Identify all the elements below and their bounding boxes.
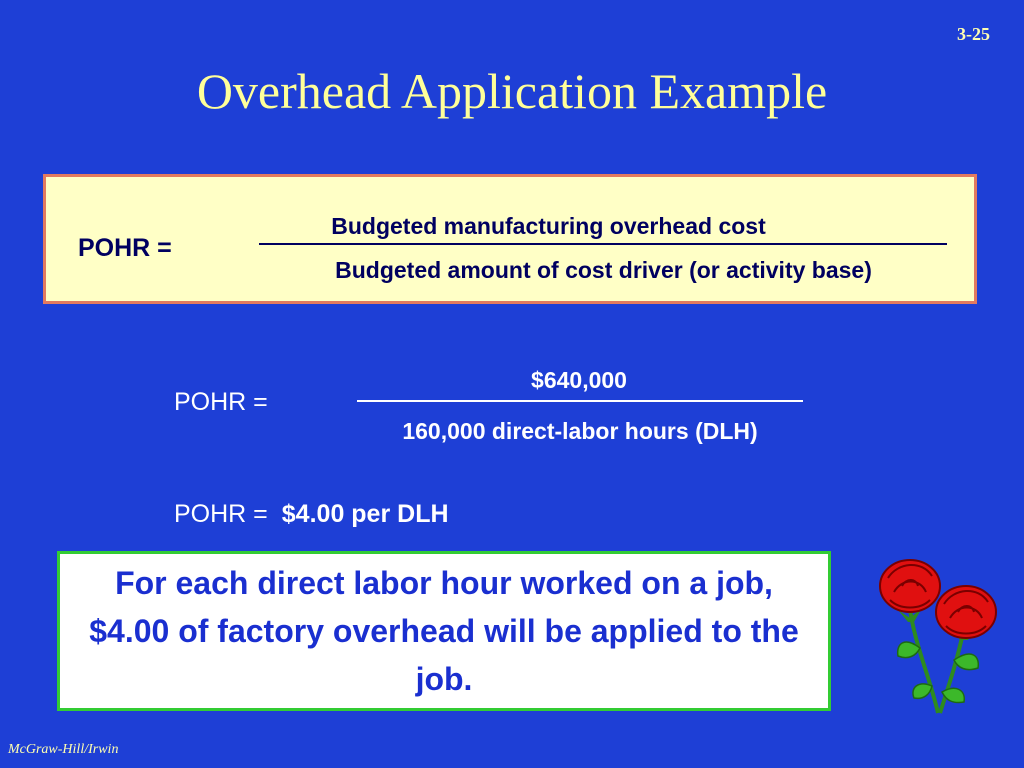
slide-number: 3-25 (957, 24, 990, 44)
result-line (174, 500, 449, 529)
result-lhs: POHR = (174, 500, 268, 528)
slide-title: Overhead Application Example (196, 63, 828, 119)
calculation-fraction-bar (357, 400, 803, 402)
note-text: For each direct labor hour worked on a job, $4.00 of factory overhead will be applied to the job. (89, 565, 799, 697)
calculation-numerator: $640,000 (531, 367, 627, 393)
formula-lhs: POHR = (78, 234, 172, 262)
footer-publisher: McGraw-Hill/Irwin (8, 742, 119, 757)
formula-numerator: Budgeted manufacturing overhead cost (331, 213, 766, 239)
roses-clipart-icon (868, 548, 1024, 718)
formula-box (43, 174, 977, 304)
formula-denominator: Budgeted amount of cost driver (or activity base) (335, 257, 872, 283)
note-box (57, 551, 831, 711)
formula-fraction-bar (259, 243, 947, 245)
calculation-lhs: POHR = (174, 388, 268, 416)
calculation-denominator: 160,000 direct-labor hours (DLH) (402, 418, 758, 444)
result-value: $4.00 per DLH (281, 500, 449, 528)
